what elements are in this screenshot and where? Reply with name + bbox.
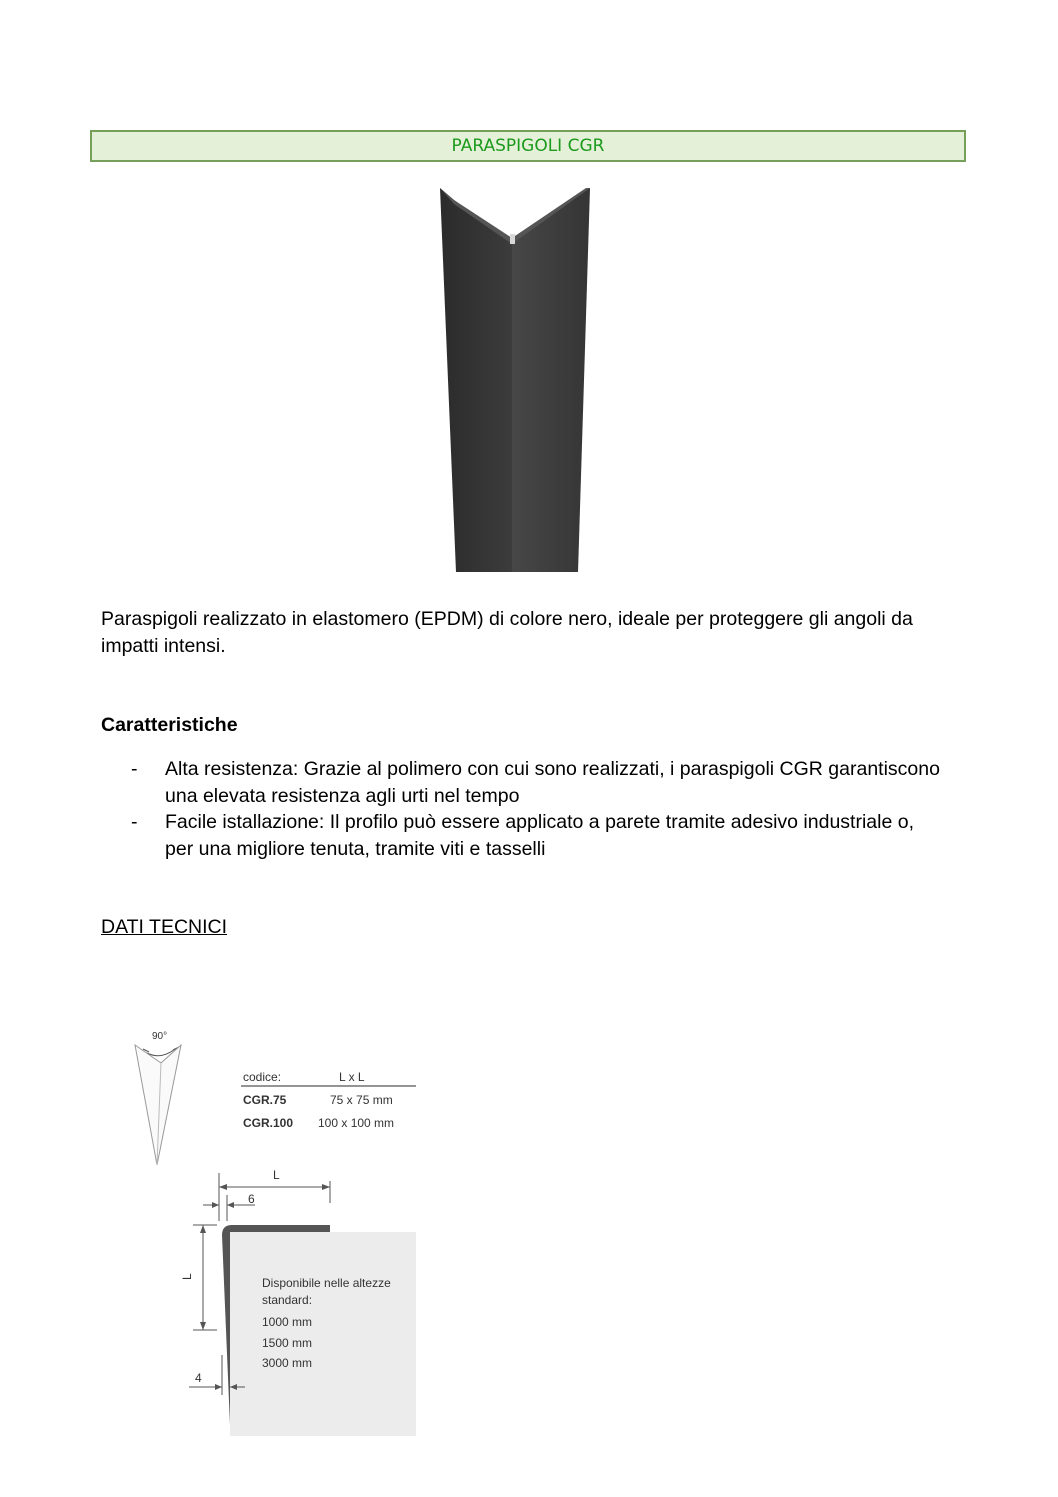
list-item: - Facile istallazione: Il profilo può essere applicato a parete tramite adesivo industriale o, per una migliore tenuta, tramite viti e tasselli — [131, 811, 914, 860]
product-photo — [436, 186, 594, 574]
technical-drawing — [125, 1025, 425, 1440]
heights-title: standard: — [262, 1293, 313, 1307]
dimension-label: L — [273, 1168, 280, 1182]
list-item: - Alta resistenza: Grazie al polimero con cui sono realizzati, i paraspigoli CGR garantiscono una elevata resistenza agli urti nel tempo — [131, 758, 940, 807]
features-list — [101, 756, 941, 862]
table-header-size: L x L — [339, 1070, 365, 1084]
feature-text: Facile istallazione: Il profilo può essere applicato a parete tramite adesivo industriale o, per una migliore tenuta, tramite viti e tasselli — [165, 811, 914, 860]
title-banner — [90, 130, 966, 162]
dimension-label: L — [180, 1273, 194, 1280]
features-heading: Caratteristiche — [101, 714, 238, 736]
table-cell: CGR.75 — [243, 1093, 287, 1107]
wall-section — [230, 1232, 416, 1436]
table-cell: 100 x 100 mm — [318, 1116, 395, 1130]
dimension-label: 4 — [195, 1371, 202, 1385]
intro-text: Paraspigoli realizzato in elastomero (EPDM) di colore nero, ideale per proteggere gli angoli da impatti intensi. — [101, 608, 913, 657]
page-title: PARASPIGOLI CGR — [451, 136, 605, 156]
table-cell: 75 x 75 mm — [330, 1093, 393, 1107]
tech-heading: DATI TECNICI — [101, 916, 228, 938]
angle-label: 90° — [152, 1031, 168, 1042]
table-cell: CGR.100 — [243, 1116, 294, 1130]
table-header-code: codice: — [243, 1070, 282, 1084]
heights-title: Disponibile nelle altezze — [262, 1276, 391, 1290]
height-value: 1000 mm — [262, 1315, 313, 1329]
height-value: 3000 mm — [262, 1356, 313, 1370]
feature-text: Alta resistenza: Grazie al polimero con cui sono realizzati, i paraspigoli CGR garantiscono una elevata resistenza agli urti nel tempo — [165, 758, 940, 807]
height-value: 1500 mm — [262, 1336, 313, 1350]
dimension-label: 6 — [248, 1192, 255, 1206]
